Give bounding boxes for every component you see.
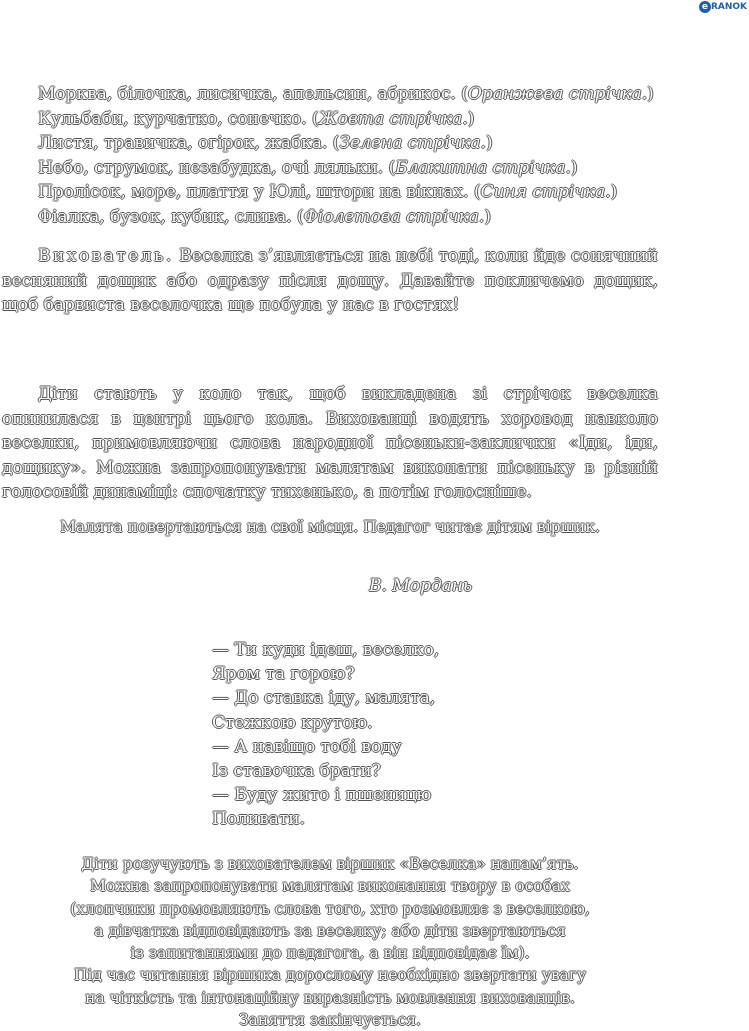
- ribbon-line: Морква, білочка, лисичка, апельсин, абрикос. (Оранжева стрічка.): [38, 84, 654, 104]
- poem-line: Поливати.: [212, 809, 306, 830]
- poem-line: — А навіщо тобі воду: [212, 736, 402, 757]
- closing-line: на чіткість та інтонаційну виразність мовлення вихованців.: [85, 988, 575, 1007]
- ribbon-label: Оранжева стрічка.: [467, 84, 648, 104]
- closing-line: Заняття закінчується.: [239, 1011, 421, 1030]
- ribbon-label: Зелена стрічка.: [339, 133, 486, 153]
- circle-paragraph: Діти стають у коло так, щоб викладена зі стрічок веселка опинилася в центрі цього кола. Вихованці водять хоровод навколо веселки, примовляючи слова народної пісеньки-заклички «Іди, іди, дощику». Можна запропонувати малятам виконати пісеньку в різній голосовій динаміці: спочатку тихенько, а потім голосніше.: [2, 384, 658, 503]
- speaker-label: Вихователь.: [38, 246, 174, 266]
- ribbon-list: [38, 82, 738, 229]
- closing-line: а дівчатка відповідають за веселку; або діти звертаються: [94, 921, 566, 940]
- ribbon-label: Фіолетова стрічка.: [303, 206, 485, 227]
- publisher-logo: [699, 1, 747, 13]
- ribbon-line: Листя, травичка, огірок, жабка. (Зелена стрічка.): [38, 133, 493, 153]
- return-line: Малята повертаються на свої місця. Педагог читає дітям віршик.: [60, 518, 600, 536]
- ribbon-line: Небо, струмок, незабудка, очі ляльки. (Блакитна стрічка.): [38, 157, 578, 178]
- closing-line: (хлопчики промовляють слова того, хто розмовляє з веселкою,: [70, 899, 590, 918]
- poem-line: Яром та горою?: [212, 664, 355, 685]
- ribbon-line: Кульбаби, курчатко, сонечко. (Жовта стрічка.): [38, 108, 475, 129]
- ribbon-line: Пролісок, море, плаття у Юлі, штори на вікнах. (Синя стрічка.): [38, 182, 618, 202]
- ribbon-label: Жовта стрічка.: [318, 108, 468, 129]
- poem-line: — Ти куди ідеш, веселко,: [212, 640, 440, 660]
- educator-paragraph: [2, 244, 658, 318]
- poem-line: Стежкою крутою.: [212, 712, 373, 733]
- ribbon-label: Синя стрічка.: [480, 182, 611, 202]
- closing-line: із запитаннями до педагога, а він відповідає їм).: [130, 944, 530, 963]
- poem-line: — До ставка іду, малята,: [212, 688, 436, 709]
- closing-line: Під час читання віршика дорослому необхідно звертати увагу: [73, 966, 587, 985]
- closing-line: Можна запропонувати малятам виконання твору в особах: [90, 877, 570, 896]
- educator-text: Веселка з’являється на небі тоді, коли йде сонячний весняний дощик або одразу після дощу. Давайте покличемо дощик, щоб барвиста веселочка ще побула у нас в гостях!: [2, 246, 658, 316]
- e-logo-icon: e: [699, 1, 711, 13]
- ribbon-label: Блакитна стрічка.: [395, 157, 571, 178]
- ribbon-line: Фіалка, бузок, кубик, слива. (Фіолетова стрічка.): [38, 206, 491, 227]
- closing-instructions: [0, 853, 660, 1031]
- logo-text: RANOK: [710, 2, 747, 12]
- closing-line: Діти розучують з вихователем віршик «Веселка» напам’ять.: [81, 855, 579, 873]
- poem-line: Із ставочка брати?: [212, 761, 381, 782]
- poem-line: — Буду жито і пшеницю: [212, 785, 432, 806]
- poem: [212, 638, 439, 832]
- poem-author: В. Мордань: [369, 576, 473, 596]
